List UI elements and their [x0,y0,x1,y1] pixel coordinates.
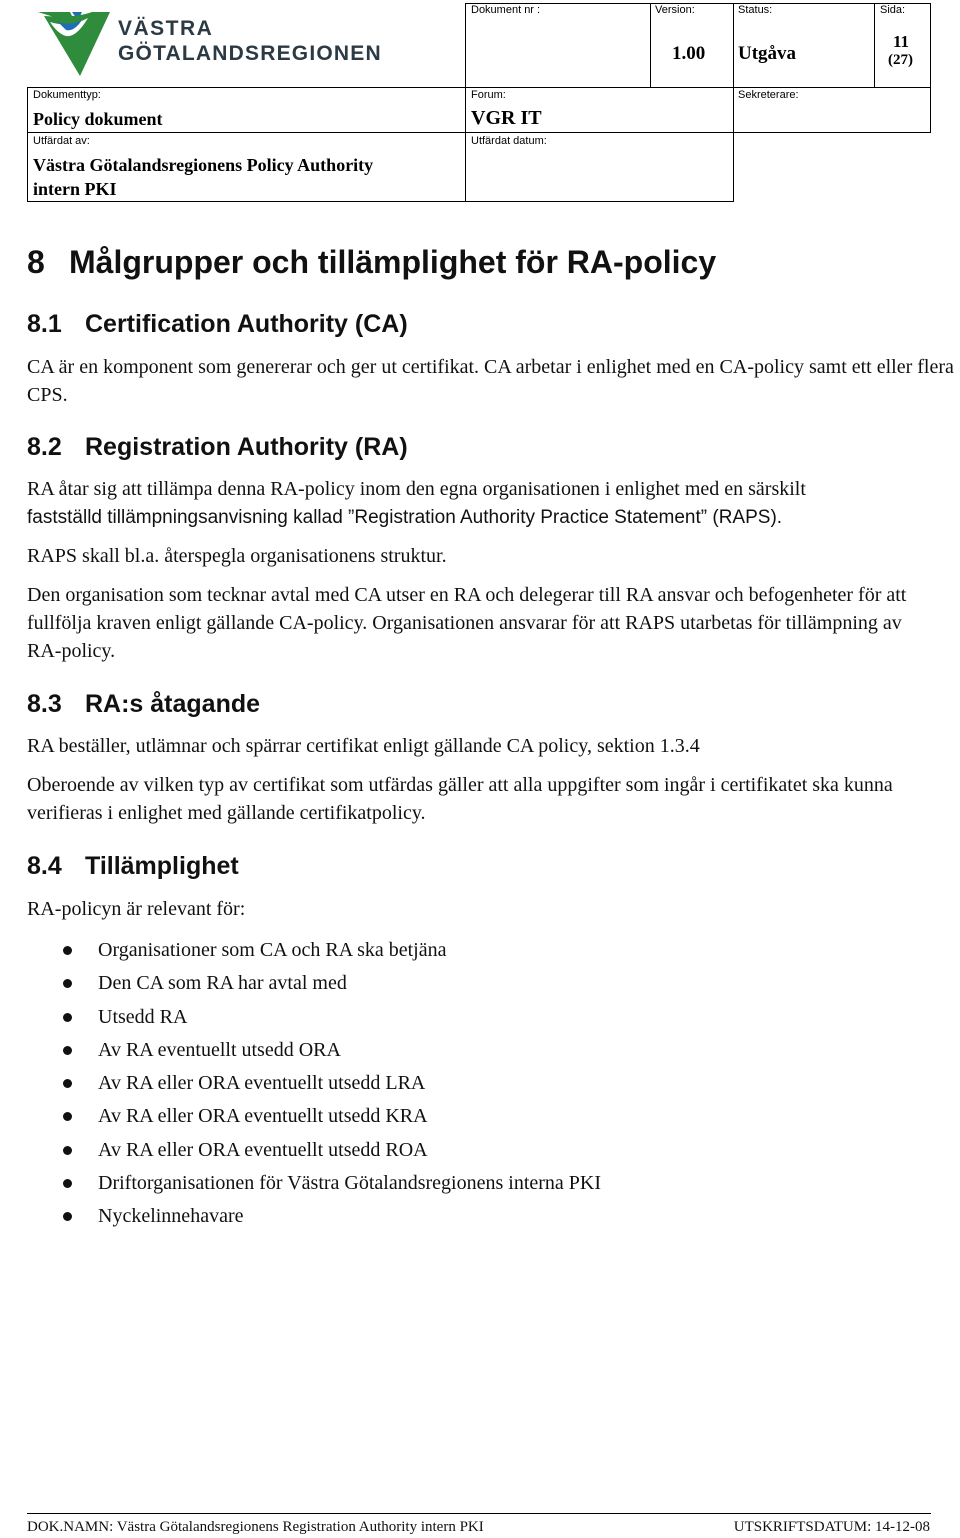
section-8-3-paragraph-1: RA beställer, utlämnar och spärrar certifikat enligt gällande CA policy, sektion 1.3.4 [27,735,700,757]
list-item: Av RA eller ORA eventuellt utsedd ROA [27,1134,601,1167]
sida-label: Sida: [880,4,906,16]
version-label: Version: [655,4,695,16]
dokument-nr-label: Dokument nr : [471,4,541,16]
logo-line-1: VÄSTRA [118,17,214,40]
sekreterare-label: Sekreterare: [738,89,799,101]
section-8-3-paragraph-2: Oberoende av vilken typ av certifikat som utfärdas gäller att alla uppgifter som ingår i certifikatet ska kunna verifieras i enlighet med gällande certifikatpolicy. [27,774,893,824]
section-8-1-title: Certification Authority (CA) [85,310,408,338]
status-value: Utgåva [738,43,797,64]
section-8-4-number: 8.4 [27,852,62,880]
utfardat-av-line-2: intern PKI [33,179,117,199]
section-8-3-number: 8.3 [27,690,62,718]
utfardat-av-line-1: Västra Götalandsregionens Policy Authority [33,155,374,175]
section-8-4-title: Tillämplighet [85,852,239,880]
dokumenttyp-value: Policy dokument [33,109,163,129]
bullet-icon [63,1079,72,1088]
section-8-3-heading [27,690,260,719]
status-label: Status: [738,4,773,16]
vgr-logo [36,8,382,78]
forum-value: VGR IT [471,107,542,129]
section-8-4-paragraph-1: RA-policyn är relevant för: [27,898,246,920]
bullet-icon [63,1212,72,1221]
list-item: Driftorganisationen för Västra Götalandsregionens interna PKI [27,1167,601,1200]
bullet-icon [63,946,72,955]
list-item: Den CA som RA har avtal med [27,967,601,1000]
list-item: Av RA eller ORA eventuellt utsedd LRA [27,1067,601,1100]
bullet-icon [63,1013,72,1022]
bullet-icon [63,1179,72,1188]
footer-divider [27,1513,931,1514]
dokumenttyp-label: Dokumenttyp: [33,89,101,101]
section-8-2-paragraph-1-line-2 [27,503,960,532]
section-8-title: Målgrupper och tillämplighet för RA-policy [69,244,717,280]
list-item: Av RA eventuellt utsedd ORA [27,1034,601,1067]
section-8-2-title: Registration Authority (RA) [85,433,408,461]
section-8-1-heading [27,310,408,339]
list-item: Av RA eller ORA eventuellt utsedd KRA [27,1100,601,1133]
section-8-2-paragraph-3: Den organisation som tecknar avtal med CA utser en RA och delegerar till RA ansvar och befogenheter för att fullfölja kraven enligt gällande CA-policy. Organisationen ansvarar för att RAPS utarbetas för tillämpning av RA-policy. [27,584,907,662]
list-item: Utsedd RA [27,1001,601,1034]
section-8-3-title: RA:s åtagande [85,690,261,718]
bullet-icon [63,1112,72,1121]
section-8-heading [27,244,716,281]
section-8-2-paragraph-1-line-1: RA åtar sig att tillämpa denna RA-policy inom den egna organisationen i enlighet med en särskilt [27,478,806,500]
bullet-icon [63,979,72,988]
utfardat-datum-label: Utfärdat datum: [471,135,547,147]
bullet-icon [63,1146,72,1155]
raps-definition: fastställd tillämpningsanvisning kallad ”Registration Authority Practice Statement” (RAPS). [27,507,783,528]
version-value: 1.00 [672,43,706,64]
footer-print-date: UTSKRIFTSDATUM: 14-12-08 [733,1519,930,1535]
bullet-icon [63,1046,72,1055]
section-8-number: 8 [27,244,45,280]
applicability-list [27,934,601,1234]
sida-value: 11 [893,32,910,51]
section-8-2-paragraph-2: RAPS skall bl.a. återspegla organisationens struktur. [27,545,447,567]
list-item: Nyckelinnehavare [27,1200,601,1233]
utfardat-av-label: Utfärdat av: [33,135,90,147]
footer-document-name: DOK.NAMN: Västra Götalandsregionens Registration Authority intern PKI [27,1519,484,1535]
sida-total: (27) [888,52,913,68]
section-8-2-number: 8.2 [27,433,62,461]
logo-line-2: GÖTALANDSREGIONEN [118,42,382,65]
list-item: Organisationer som CA och RA ska betjäna [27,934,601,967]
section-8-1-paragraph: CA är en komponent som genererar och ger ut certifikat. CA arbetar i enlighet med en CA-policy samt ett eller flera CPS. [27,356,954,406]
vgr-emblem-icon [36,8,116,78]
section-8-1-number: 8.1 [27,310,62,338]
forum-label: Forum: [471,89,506,101]
logo-wordmark [118,14,382,64]
section-8-2-heading [27,433,408,462]
section-8-4-heading [27,852,239,881]
